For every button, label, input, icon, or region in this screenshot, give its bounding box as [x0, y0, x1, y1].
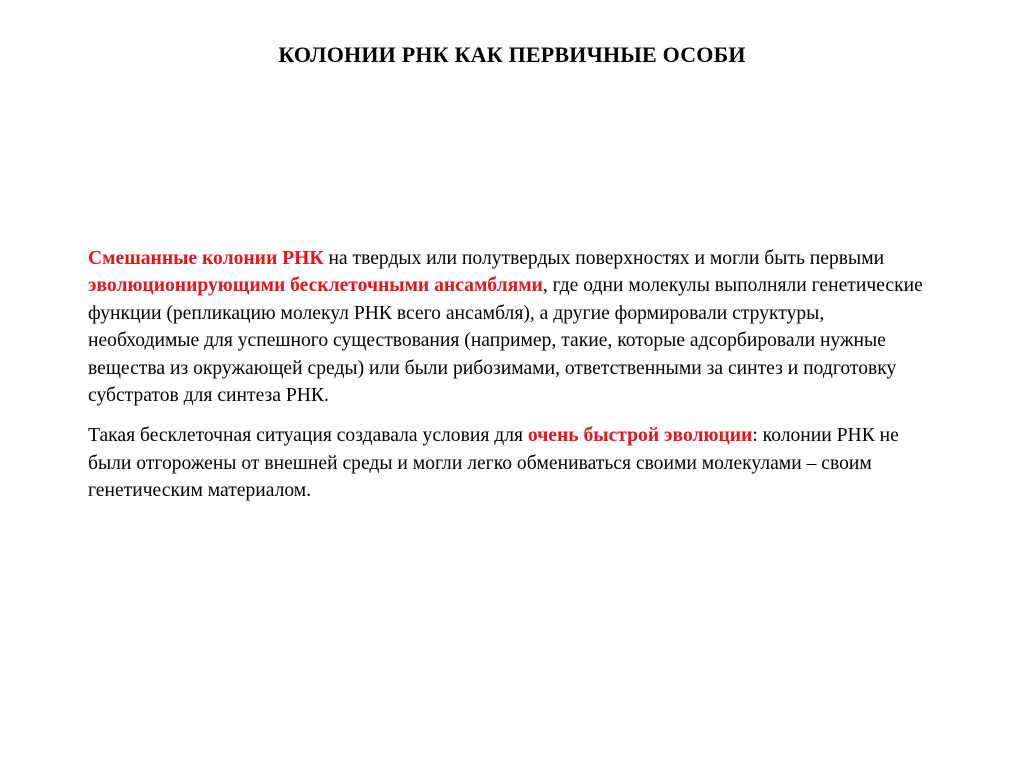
- paragraph-1-text-a: на твердых или полутвердых поверхностях и могли быть первыми: [323, 248, 885, 269]
- paragraph-2-text-b: : колонии РНК не были отгорожены от внешней среды и могли легко обмениваться своими молекулами – своим генетическим материалом.: [88, 425, 899, 502]
- highlight-fast-evolution: очень быстрой эволюции: [527, 425, 753, 447]
- paragraph-1-text-b: , где одни молекулы выполняли генетические функции (репликацию молекул РНК всего ансамбля), а другие формировали структуры, необходимые для успешного существования (например, такие, которые адсорбировали нужные вещества из окружающей среды) или были рибозимами, ответственными за синтез и подготовку субстратов для синтеза РНК.: [88, 275, 923, 407]
- highlight-evolving-ensembles: эволюционирующими бесклеточными ансамблями: [88, 275, 543, 297]
- paragraph-2-text-a: Такая бесклеточная ситуация создавала условия для: [88, 425, 528, 447]
- highlight-mixed-colonies: Смешанные колонии РНК: [88, 248, 324, 269]
- paragraph-2: [88, 422, 940, 504]
- slide-body: [88, 245, 940, 505]
- paragraph-1: [88, 245, 940, 409]
- slide-title: КОЛОНИИ РНК КАК ПЕРВИЧНЫЕ ОСОБИ: [278, 42, 746, 67]
